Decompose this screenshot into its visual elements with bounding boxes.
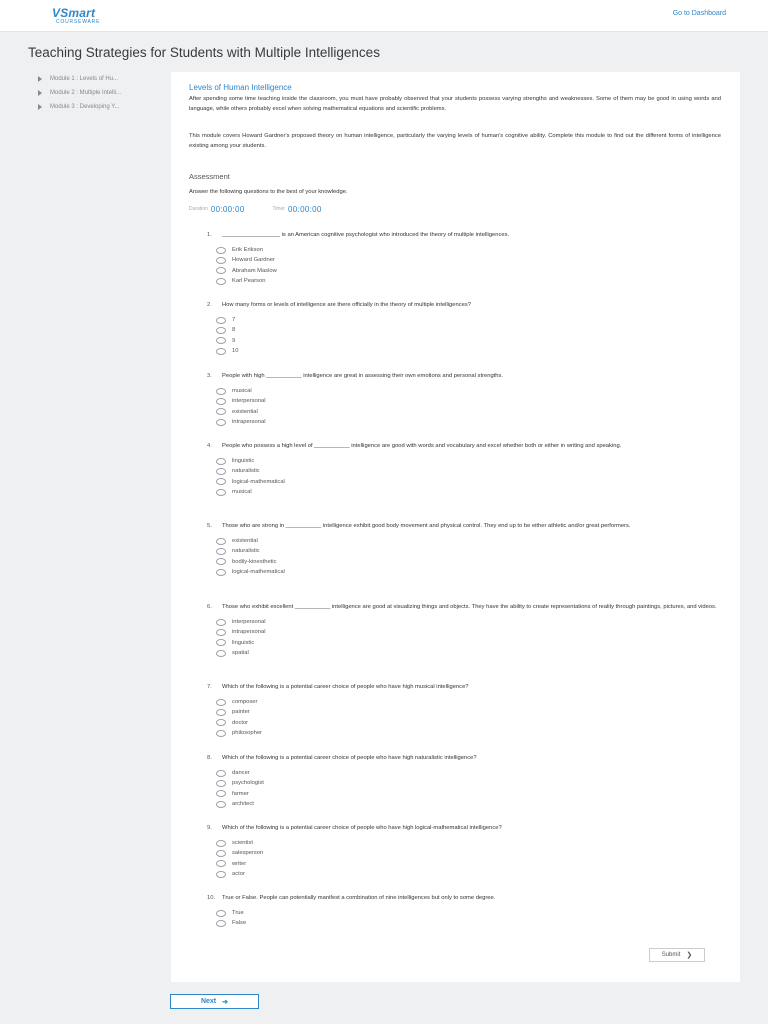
answer-option[interactable]: [216, 718, 727, 728]
question-number: 3.: [207, 373, 212, 379]
radio-button[interactable]: [216, 569, 226, 576]
page-title: Teaching Strategies for Students with Multiple Intelligences: [28, 45, 380, 60]
answer-option[interactable]: [216, 799, 727, 809]
radio-button[interactable]: [216, 398, 226, 405]
timer-label: Timer: [272, 206, 286, 212]
question-text: [207, 753, 727, 763]
option-label: 8: [232, 327, 236, 334]
radio-button[interactable]: [216, 850, 226, 857]
question-prompt: Those who are strong in ___________ intelligence exhibit good body movement and physical control. They end up to be either athletic and/or great performers.: [222, 523, 631, 529]
submit-button[interactable]: [649, 948, 705, 962]
option-label: farmer: [232, 790, 249, 797]
option-label: Howard Gardner: [232, 257, 275, 264]
module-intro-paragraph: After spending some time teaching inside the classroom, you must have probably observed that your students possess varying strengths and weaknesses. Some of them may be good in using words and language, while others probably excel when solving mathematical equations and scientific problems.: [189, 96, 721, 112]
answer-options: [216, 617, 727, 658]
answer-option[interactable]: [216, 638, 727, 648]
radio-button[interactable]: [216, 419, 226, 426]
radio-button[interactable]: [216, 860, 226, 867]
option-label: interpersonal: [232, 619, 266, 626]
answer-option[interactable]: [216, 838, 727, 848]
radio-button[interactable]: [216, 639, 226, 646]
answer-option[interactable]: [216, 266, 727, 276]
logo-subtext: COURSEWARE: [56, 19, 101, 25]
option-label: composer: [232, 699, 258, 706]
answer-option[interactable]: [216, 728, 727, 738]
answer-option[interactable]: [216, 918, 727, 928]
assessment-timers: [189, 203, 350, 215]
option-label: intrapersonal: [232, 629, 266, 636]
option-label: 9: [232, 337, 236, 344]
question-block: [207, 300, 727, 356]
answer-options: [216, 536, 727, 577]
answer-option[interactable]: [216, 567, 727, 577]
answer-option[interactable]: [216, 255, 727, 265]
question-block: [207, 371, 727, 427]
radio-button[interactable]: [216, 730, 226, 737]
answer-option[interactable]: [216, 407, 727, 417]
answer-option[interactable]: [216, 276, 727, 286]
question-text: [207, 371, 727, 381]
option-label: actor: [232, 871, 245, 878]
radio-button[interactable]: [216, 709, 226, 716]
answer-option[interactable]: [216, 648, 727, 658]
answer-option[interactable]: [216, 869, 727, 879]
answer-option[interactable]: [216, 697, 727, 707]
answer-option[interactable]: [216, 325, 727, 335]
option-label: naturalistic: [232, 548, 260, 555]
option-label: bodily-kinesthetic: [232, 558, 277, 565]
radio-button[interactable]: [216, 538, 226, 545]
option-label: psychologist: [232, 780, 264, 787]
radio-button[interactable]: [216, 558, 226, 565]
answer-option[interactable]: [216, 386, 727, 396]
answer-option[interactable]: [216, 617, 727, 627]
radio-button[interactable]: [216, 780, 226, 787]
answer-option[interactable]: [216, 456, 727, 466]
arrow-right-icon: ➔: [222, 998, 229, 1006]
next-button[interactable]: [170, 994, 259, 1009]
radio-button[interactable]: [216, 871, 226, 878]
radio-button[interactable]: [216, 790, 226, 797]
question-text: [207, 230, 727, 240]
answer-option[interactable]: [216, 627, 727, 637]
question-text: [207, 602, 727, 612]
question-block: [207, 441, 727, 497]
option-label: doctor: [232, 719, 249, 726]
sidebar-item-module-2[interactable]: [36, 86, 160, 100]
option-label: logical-mathematical: [232, 478, 285, 485]
radio-button[interactable]: [216, 337, 226, 344]
radio-button[interactable]: [216, 920, 226, 927]
question-number: 8.: [207, 755, 212, 761]
option-label: writer: [232, 860, 247, 867]
option-label: scientist: [232, 840, 253, 847]
radio-button[interactable]: [216, 719, 226, 726]
radio-button[interactable]: [216, 650, 226, 657]
option-label: architect: [232, 801, 254, 808]
question-number: 1.: [207, 232, 212, 238]
answer-option[interactable]: [216, 477, 727, 487]
answer-options: [216, 908, 727, 929]
option-label: musical: [232, 489, 252, 496]
answer-options: [216, 456, 727, 497]
radio-button[interactable]: [216, 468, 226, 475]
radio-button[interactable]: [216, 770, 226, 777]
answer-options: [216, 245, 727, 286]
option-label: 7: [232, 317, 236, 324]
question-block: [207, 682, 727, 738]
answer-option[interactable]: [216, 245, 727, 255]
answer-option[interactable]: [216, 466, 727, 476]
assessment-instructions: Answer the following questions to the best of your knowledge.: [189, 189, 348, 195]
question-number: 10.: [207, 895, 216, 901]
question-number: 9.: [207, 825, 212, 831]
question-text: [207, 300, 727, 310]
radio-button[interactable]: [216, 910, 226, 917]
question-prompt: Those who exhibit excellent ___________ intelligence are good at visualizing things and objects. They have the ability to create representations of reality through paintings, pictures, and videos.: [222, 604, 717, 610]
radio-button[interactable]: [216, 348, 226, 355]
go-to-dashboard-link[interactable]: Go to Dashboard: [672, 10, 726, 17]
triangle-right-icon: [38, 76, 42, 82]
radio-button[interactable]: [216, 257, 226, 264]
duration-label: Duration: [189, 206, 208, 212]
question-prompt: Which of the following is a potential career choice of people who have high logical-mathematical intelligence?: [222, 825, 502, 831]
answer-option[interactable]: [216, 859, 727, 869]
next-label: Next: [200, 998, 217, 1005]
question-prompt: Which of the following is a potential career choice of people who have high naturalistic intelligence?: [222, 755, 477, 761]
option-label: painter: [232, 709, 250, 716]
answer-option[interactable]: [216, 546, 727, 556]
question-block: [207, 602, 727, 658]
answer-option[interactable]: [216, 536, 727, 546]
answer-option[interactable]: [216, 417, 727, 427]
question-prompt: __________________ is an American cognitive psychologist who introduced the theory of multiple intelligences.: [222, 232, 510, 238]
answer-option[interactable]: [216, 768, 727, 778]
radio-button[interactable]: [216, 458, 226, 465]
option-label: philosopher: [232, 730, 262, 737]
question-block: [207, 521, 727, 577]
option-label: existential: [232, 538, 258, 545]
sidebar-item-module-1[interactable]: [36, 72, 160, 86]
duration-value: 00:00:00: [210, 204, 245, 214]
question-text: [207, 521, 727, 531]
question-number: 4.: [207, 443, 212, 449]
option-label: False: [232, 920, 247, 927]
answer-options: [216, 768, 727, 809]
option-label: True: [232, 910, 244, 917]
answer-option[interactable]: [216, 315, 727, 325]
answer-option[interactable]: [216, 707, 727, 717]
radio-button[interactable]: [216, 278, 226, 285]
option-label: spatial: [232, 650, 249, 657]
answer-options: [216, 838, 727, 879]
question-block: [207, 823, 727, 879]
radio-button[interactable]: [216, 699, 226, 706]
option-label: musical: [232, 388, 252, 395]
sidebar-item-label: Module 2 : Multiple Intelli...: [50, 90, 122, 96]
question-block: [207, 230, 727, 286]
question-number: 5.: [207, 523, 212, 529]
question-prompt: True or False. People can potentially manifest a combination of nine intelligences but only to some degree.: [222, 895, 496, 901]
answer-option[interactable]: [216, 487, 727, 497]
question-prompt: Which of the following is a potential career choice of people who have high musical intelligence?: [222, 684, 469, 690]
answer-option[interactable]: [216, 336, 727, 346]
option-label: salesperson: [232, 850, 264, 857]
sidebar-item-label: Module 3 : Developing Y...: [50, 104, 120, 110]
question-block: [207, 753, 727, 809]
triangle-right-icon: [38, 104, 42, 110]
question-text: [207, 441, 727, 451]
option-label: existential: [232, 408, 258, 415]
top-bar: [0, 0, 768, 32]
option-label: naturalistic: [232, 468, 260, 475]
answer-options: [216, 315, 727, 356]
answer-option[interactable]: [216, 346, 727, 356]
question-prompt: People with high ___________ intelligence are great in assessing their own emotions and personal strengths.: [222, 373, 504, 379]
module-sidebar: [36, 72, 160, 114]
radio-button[interactable]: [216, 801, 226, 808]
answer-option[interactable]: [216, 778, 727, 788]
answer-options: [216, 386, 727, 427]
module-content-panel: [171, 72, 740, 982]
answer-option[interactable]: [216, 557, 727, 567]
question-number: 2.: [207, 302, 212, 308]
radio-button[interactable]: [216, 247, 226, 254]
radio-button[interactable]: [216, 629, 226, 636]
submit-label: Submit: [661, 952, 681, 958]
answer-option[interactable]: [216, 908, 727, 918]
logo-text: VSmart: [52, 6, 96, 20]
radio-button[interactable]: [216, 489, 226, 496]
module-summary-paragraph: This module covers Howard Gardner's proposed theory on human intelligence, particularly the varying levels of human's cognitive ability. Complete this module to find out the different forms of intelligence existing among your students.: [189, 133, 721, 149]
question-block: [207, 893, 727, 929]
sidebar-item-label: Module 1 : Levels of Hu...: [50, 76, 119, 82]
question-prompt: People who possess a high level of ___________ intelligence are good with words and vocabulary and excel whether both or either in writing and speaking.: [222, 443, 622, 449]
question-number: 7.: [207, 684, 212, 690]
radio-button[interactable]: [216, 619, 226, 626]
answer-option[interactable]: [216, 789, 727, 799]
radio-button[interactable]: [216, 317, 226, 324]
option-label: Erik Erikson: [232, 247, 263, 254]
radio-button[interactable]: [216, 408, 226, 415]
module-title: Levels of Human Intelligence: [189, 83, 292, 92]
option-label: intrapersonal: [232, 419, 266, 426]
question-text: [207, 893, 727, 903]
question-text: [207, 682, 727, 692]
chevron-right-icon: ❯: [686, 952, 693, 959]
option-label: 10: [232, 348, 239, 355]
option-label: dancer: [232, 770, 250, 777]
assessment-title: Assessment: [189, 172, 230, 181]
radio-button[interactable]: [216, 388, 226, 395]
question-prompt: How many forms or levels of intelligence are there officially in the theory of multiple intelligences?: [222, 302, 471, 308]
option-label: logical-mathematical: [232, 569, 285, 576]
option-label: Karl Pearson: [232, 278, 266, 285]
radio-button[interactable]: [216, 840, 226, 847]
question-text: [207, 823, 727, 833]
sidebar-item-module-3[interactable]: [36, 100, 160, 114]
radio-button[interactable]: [216, 548, 226, 555]
answer-option[interactable]: [216, 396, 727, 406]
triangle-right-icon: [38, 90, 42, 96]
vsmart-logo[interactable]: [52, 6, 122, 28]
radio-button[interactable]: [216, 267, 226, 274]
radio-button[interactable]: [216, 478, 226, 485]
answer-options: [216, 697, 727, 738]
answer-option[interactable]: [216, 848, 727, 858]
question-number: 6.: [207, 604, 212, 610]
option-label: interpersonal: [232, 398, 266, 405]
option-label: linguistic: [232, 458, 255, 465]
option-label: linguistic: [232, 639, 255, 646]
option-label: Abraham Maslow: [232, 267, 277, 274]
radio-button[interactable]: [216, 327, 226, 334]
timer-value: 00:00:00: [288, 204, 322, 214]
